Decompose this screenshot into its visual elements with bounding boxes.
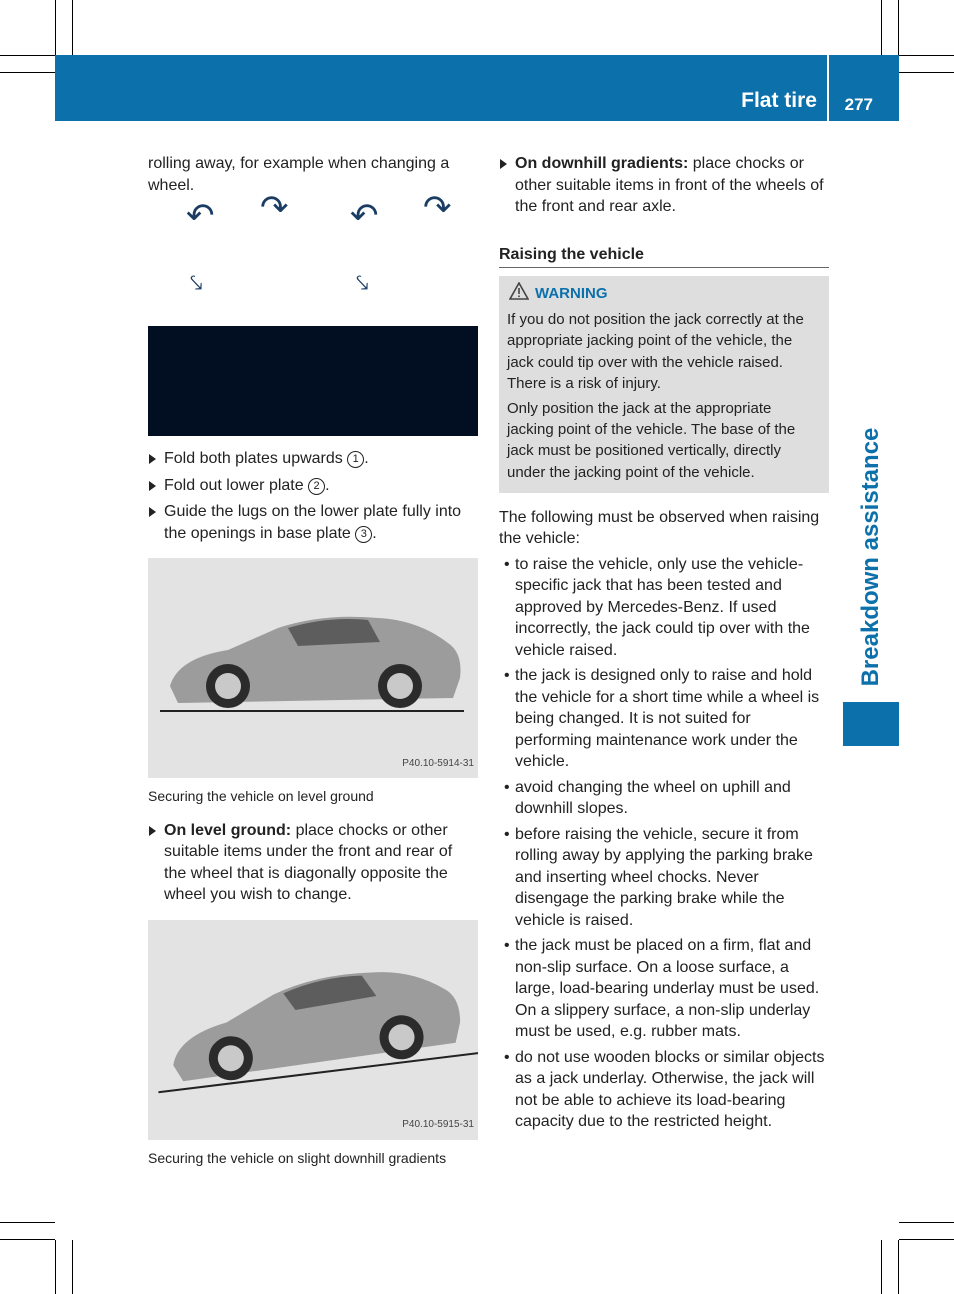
crop-mark [899,72,954,73]
crop-mark [72,1240,73,1294]
list-item: • avoid changing the wheel on uphill and downhill slopes. [504,778,791,818]
step-guide-lugs: Guide the lugs on the lower plate fully into the openings in base plate 3 . [148,501,478,544]
crop-mark [898,1240,899,1294]
warning-text: If you do not position the jack correctly at the appropriate jacking point of the vehicle, the jack could tip over with the vehicle raised. There is a risk of injury. [507,311,804,392]
chapter-tab-marker [843,702,899,746]
crop-mark [899,1222,954,1223]
section-heading: Raising the vehicle [499,244,829,269]
page-number: 277 [844,95,873,114]
diagram-dark-panel [148,326,478,436]
crop-mark [899,1239,954,1240]
callout-number: 3 [355,526,372,543]
section-title: Flat tire [741,89,817,112]
list-item: • the jack is designed only to raise and hold the vehicle for a short time while a wheel is being changed. It is not suited for performing maintenance work under the vehicle. [504,667,820,771]
crop-mark [0,72,55,73]
step-level-ground: On level ground: place chocks or other suitable items under the front and rear of the wheel that is diagonally opposite the wheel you wish to change. [148,820,478,906]
header-divider [827,55,829,121]
crop-mark [55,1240,56,1294]
figure-caption: Securing the vehicle on slight downhill gradients [148,1149,447,1166]
warning-box [499,276,829,493]
warning-header [507,282,822,306]
crop-mark [881,1240,882,1294]
crop-mark [0,1222,55,1223]
warning-label: WARNING [535,285,608,302]
crop-mark [881,0,882,55]
step-fold-lower-plate: Fold out lower plate 2 . [148,475,478,497]
step-arrow-icon [149,507,156,517]
car-level-photo [148,558,478,778]
curved-arrow-icon: ↷ [423,189,452,227]
list-item: • the jack must be placed on a firm, flat and non-slip surface. On a loose surface, a large, load-bearing underlay must be used. On a slippery surface, a non-slip underlay must be used, e.g. rubber mats. [504,937,820,1041]
rotate-arrow-icon: ⤥ [190,270,203,295]
crop-mark [898,0,899,55]
step-arrow-icon [149,454,156,464]
step-arrow-icon [500,159,507,169]
crop-mark [72,0,73,55]
rotate-arrow-icon: ⤥ [356,270,369,295]
chapter-tab [843,422,899,692]
callout-number: 2 [308,478,325,495]
figure-caption: Securing the vehicle on level ground [148,788,374,804]
list-item: • do not use wooden blocks or similar objects as a jack underlay. Otherwise, the jack will not be able to achieve its load-bearing capacity due to the restricted height. [504,1048,825,1131]
right-column [499,153,829,1133]
crop-mark [899,55,954,56]
callout-number: 1 [347,451,364,468]
crop-mark [0,1239,55,1240]
body-text: The following must be observed when raising the vehicle: [499,508,820,548]
left-column [148,153,478,1181]
image-code: P40.10-5914-31 [402,757,474,769]
step-arrow-icon [149,826,156,836]
warning-text: Only position the jack at the appropriate jacking point of the vehicle. The base of the jack must be positioned vertically, directly under the jacking point of the vehicle. [507,400,796,481]
car-downhill-photo [148,920,478,1140]
crop-mark [55,0,56,55]
step-fold-plates: Fold both plates upwards 1 . [148,448,478,470]
curved-arrow-icon: ↷ [260,189,289,227]
warning-triangle-icon [509,282,529,306]
list-item: • before raising the vehicle, secure it from rolling away by applying the parking brake and inserting wheel chocks. Never disengage the parking brake while the vehicle is raised. [504,825,813,929]
list-item: • to raise the vehicle, only use the vehicle-specific jack that has been tested and approved by Mercedes-Benz. If used incorrectly, the jack could tip over with the vehicle raised. [504,555,810,659]
intro-text: rolling away, for example when changing a wheel. [148,155,450,194]
plate-diagram [148,189,478,436]
image-code: P40.10-5915-31 [402,1119,474,1130]
step-arrow-icon [149,481,156,491]
crop-mark [0,55,55,56]
step-downhill: On downhill gradients: place chocks or other suitable items in front of the wheels of the front and rear axle. [499,153,829,218]
curved-arrow-icon: ↶ [186,197,215,235]
page-header [55,55,899,121]
chapter-tab-label: Breakdown assistance [857,427,884,687]
curved-arrow-icon: ↶ [350,197,379,235]
